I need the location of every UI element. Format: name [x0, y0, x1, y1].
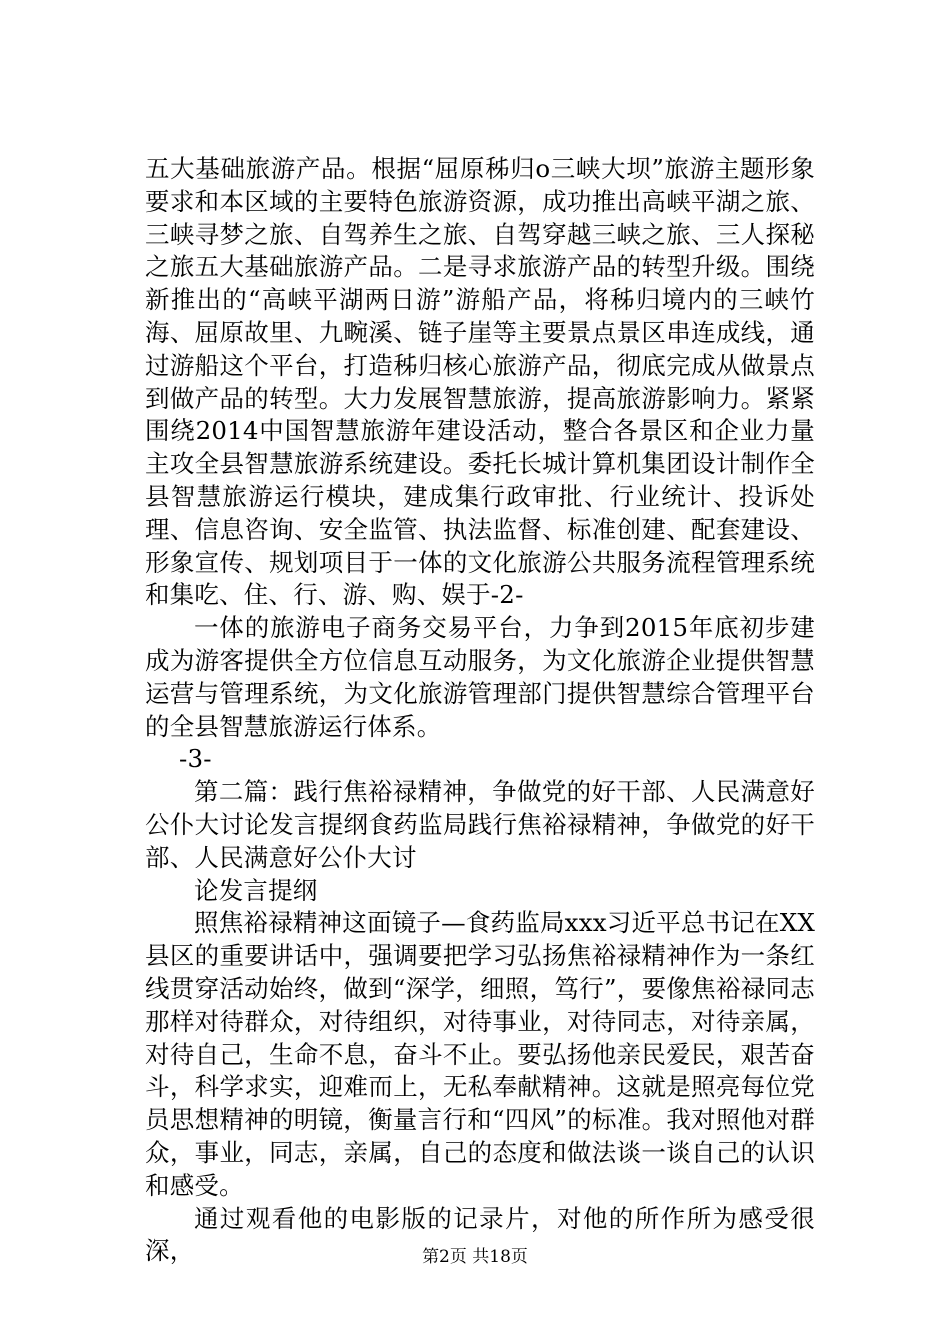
- page-marker: -3-: [179, 744, 212, 774]
- section-heading-continued: 论发言提纲: [194, 875, 318, 905]
- section-heading: 第二篇：践行焦裕禄精神，争做党的好干部、人民满意好公仆大讨论发言提纲食药监局践行焦裕禄精神，争做党的好干部、人民满意好公仆大讨: [145, 777, 815, 872]
- paragraph-3: 照焦裕禄精神这面镜子—食药监局xxx习近平总书记在XX县区的重要讲话中，强调要把学习弘扬焦裕禄精神作为一条红线贯穿活动始终，做到“深学，细照，笃行”，要像焦裕禄同志那样对待群众，对待组织，对待事业，对待同志，对待亲属，对待自己，生命不息，奋斗不止。要弘扬他亲民爱民，艰苦奋斗，科学求实，迎难而上，无私奉献精神。这就是照亮每位党员思想精神的明镜，衡量言行和“四风”的标准。我对照他对群众，事业，同志，亲属，自己的态度和做法谈一谈自己的认识和感受。: [145, 908, 815, 1200]
- page-footer: 第2页 共18页: [422, 1247, 528, 1267]
- document-body: [145, 153, 815, 1268]
- paragraph-2: 一体的旅游电子商务交易平台，力争到2015年底初步建成为游客提供全方位信息互动服务，为文化旅游企业提供智慧运营与管理系统，为文化旅游管理部门提供智慧综合管理平台的全县智慧旅游运行体系。: [145, 613, 815, 741]
- paragraph-4: 通过观看他的电影版的记录片，对他的所作所为感受很深，: [145, 1203, 815, 1266]
- paragraph-1: 五大基础旅游产品。根据“屈原秭归o三峡大坝”旅游主题形象要求和本区域的主要特色旅游资源，成功推出高峡平湖之旅、三峡寻梦之旅、自驾养生之旅、自驾穿越三峡之旅、三人探秘之旅五大基础旅游产品。二是寻求旅游产品的转型升级。围绕新推出的“高峡平湖两日游”游船产品，将秭归境内的三峡竹海、屈原故里、九畹溪、链子崖等主要景点景区串连成线，通过游船这个平台，打造秭归核心旅游产品，彻底完成从做景点到做产品的转型。大力发展智慧旅游，提高旅游影响力。紧紧围绕2014中国智慧旅游年建设活动，整合各景区和企业力量主攻全县智慧旅游系统建设。委托长城计算机集团设计制作全县智慧旅游运行模块，建成集行政审批、行业统计、投诉处理、信息咨询、安全监管、执法监督、标准创建、配套建设、形象宣传、规划项目于一体的文化旅游公共服务流程管理系统和集吃、住、行、游、购、娱于-2-: [145, 154, 815, 610]
